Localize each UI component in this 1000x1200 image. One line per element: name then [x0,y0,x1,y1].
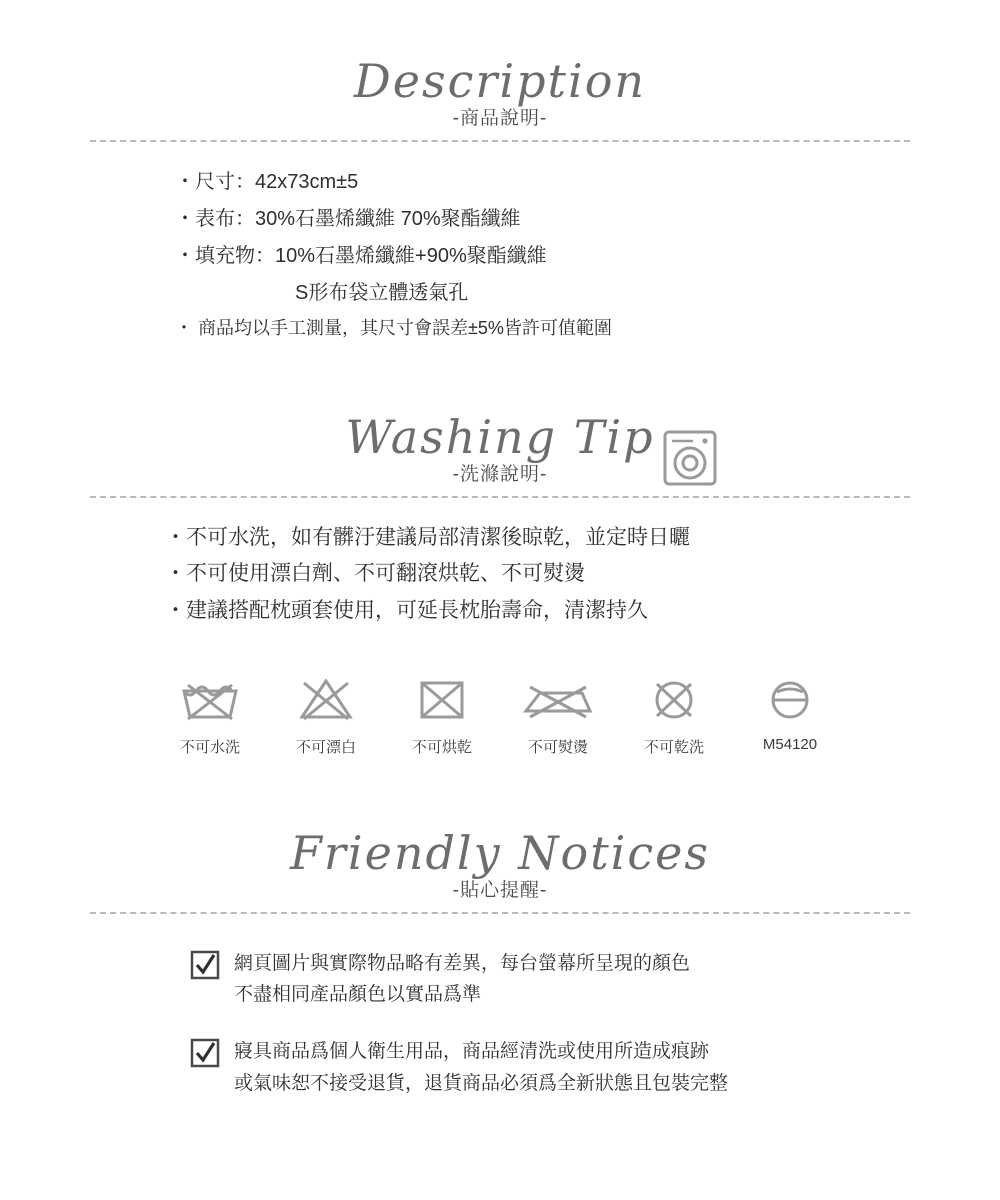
care-symbol-label: 不可漂白 [295,738,356,756]
description-script-title: Description [353,54,647,108]
notices-section [0,828,1000,1125]
washing-sub-title: -洗滌說明- [452,463,548,485]
care-symbols-row [0,674,1000,757]
care-symbol-label: 不可烘乾 [411,738,472,756]
description-section [0,56,1000,345]
list-item: ・尺寸：42x73cm±5 [175,170,359,193]
list-item [190,948,1000,1011]
care-symbol-label: 不可水洗 [179,738,240,756]
care-symbol-label: M54120 [762,735,818,753]
notice-line: 不盡相同產品顏色以實品爲準 [234,983,482,1005]
list-item: ・不可使用漂白劑、不可翻滾烘乾、不可熨燙 [165,562,585,586]
list-item: ・ 商品均以手工測量，其尺寸會誤差±5%皆許可值範圍 [175,317,612,338]
care-symbol-label: 不可乾洗 [643,738,704,756]
description-divider [90,140,910,142]
care-symbol [403,674,481,757]
care-symbol-label: 不可熨燙 [527,738,588,756]
list-item: ・表布：30%石墨烯纖維 70%聚酯纖維 [175,207,521,230]
list-item: ・不可水洗，如有髒汙建議局部清潔後晾乾，並定時日曬 [165,525,690,549]
notice-line: 寢具商品爲個人衛生用品，商品經清洗或使用所造成痕跡 [234,1041,710,1063]
washing-machine-icon [663,430,717,491]
care-symbol [751,674,829,757]
notice-line: 或氣味恕不接受退貨，退貨商品必須爲全新狀態且包裝完整 [234,1072,729,1094]
notices-heading [0,828,1000,902]
care-symbol [287,674,365,757]
no-wash-icon [171,674,249,724]
description-sub-title: -商品說明- [452,107,548,129]
description-bullet-list [0,164,1000,345]
washing-heading [0,412,1000,486]
description-heading [0,56,1000,130]
notice-text [234,948,690,1011]
no-tumble-dry-icon [403,674,481,724]
checkbox-checked-icon [190,950,220,980]
list-item: ・填充物：10%石墨烯纖維+90%聚酯纖維 [175,244,547,267]
list-item: ・建議搭配枕頭套使用，可延長枕胎壽命，清潔持久 [165,599,648,623]
list-item: S形布袋立體透氣孔 [295,281,469,304]
notices-sub-title: -貼心提醒- [452,879,548,901]
code-icon [751,674,829,724]
washing-script-title: Washing Tip [345,410,655,464]
checkbox-checked-icon [190,1038,220,1068]
notice-text [234,1036,728,1099]
no-iron-icon [519,674,597,724]
washing-divider [90,496,910,498]
no-bleach-icon [287,674,365,724]
notice-line: 網頁圖片與實際物品略有差異，每台螢幕所呈現的顏色 [234,952,691,974]
care-symbol [171,674,249,757]
notices-script-title: Friendly Notices [290,826,710,880]
no-dry-clean-icon [635,674,713,724]
washing-section [0,412,1000,757]
notices-divider [90,912,910,914]
list-item [190,1036,1000,1099]
notices-list [0,948,1000,1099]
washing-bullet-list [0,520,1000,630]
care-symbol [519,674,597,757]
care-symbol [635,674,713,757]
